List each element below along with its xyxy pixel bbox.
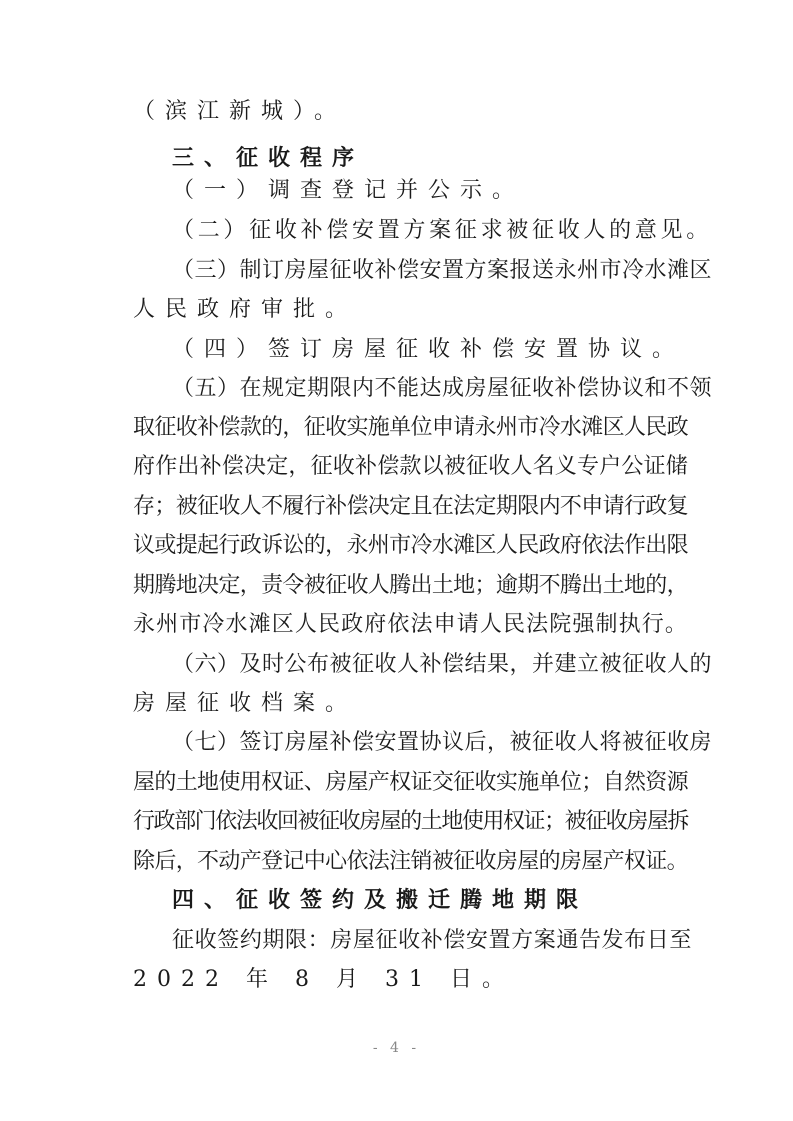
text-line: 征收签约期限：房屋征收补偿安置方案通告发布日至 [172,928,692,953]
text-line: 房屋征收档案。 [133,691,358,716]
text-line: （三）制订房屋征收补偿安置方案报送永州市冷水滩区 [172,258,712,283]
text-line: （一）调查登记并公示。 [172,178,525,203]
text-line: 屋的土地使用权证、房屋产权证交征收实施单位；自然资源 [133,770,688,795]
text-line: 议或提起行政诉讼的，永州市冷水滩区人民政府依法作出限 [133,533,688,558]
text-line: （六）及时公布被征收人补偿结果，并建立被征收人的 [172,652,712,677]
text-line: 永州市冷水滩区人民政府依法申请人民法院强制执行。 [133,612,688,637]
page-number: - 4 - [372,1040,421,1056]
text-line: （七）签订房屋补偿安置协议后，被征收人将被征收房 [172,730,712,755]
text-line: 人民政府审批。 [133,297,358,322]
text-line: （五）在规定期限内不能达成房屋征收补偿协议和不领 [172,376,712,401]
text-line: （四）签订房屋征收补偿安置协议。 [172,337,685,362]
text-line: 期腾地决定，责令被征收人腾出土地；逾期不腾出土地的， [133,573,688,598]
text-line: 2022 年 8 月 31 日。 [133,967,514,992]
text-line: 府作出补偿决定，征收补偿款以被征收人名义专户公证储 [133,454,688,479]
text-line: 除后，不动产登记中心依法注销被征收房屋的房屋产权证。 [133,849,688,874]
section-heading-procedure: 三、征收程序 [172,146,365,171]
text-line: （滨江新城）。 [133,99,347,124]
text-line: 取征收补偿款的，征收实施单位申请永州市冷水滩区人民政 [133,415,688,440]
text-line: （二）征收补偿安置方案征求被征收人的意见。 [172,218,712,243]
text-line: 存；被征收人不履行补偿决定且在法定期限内不申请行政复 [133,494,688,519]
text-line: 行政部门依法收回被征收房屋的土地使用权证；被征收房屋拆 [133,809,688,834]
section-heading-deadline: 四、征收签约及搬迁腾地期限 [172,888,589,913]
